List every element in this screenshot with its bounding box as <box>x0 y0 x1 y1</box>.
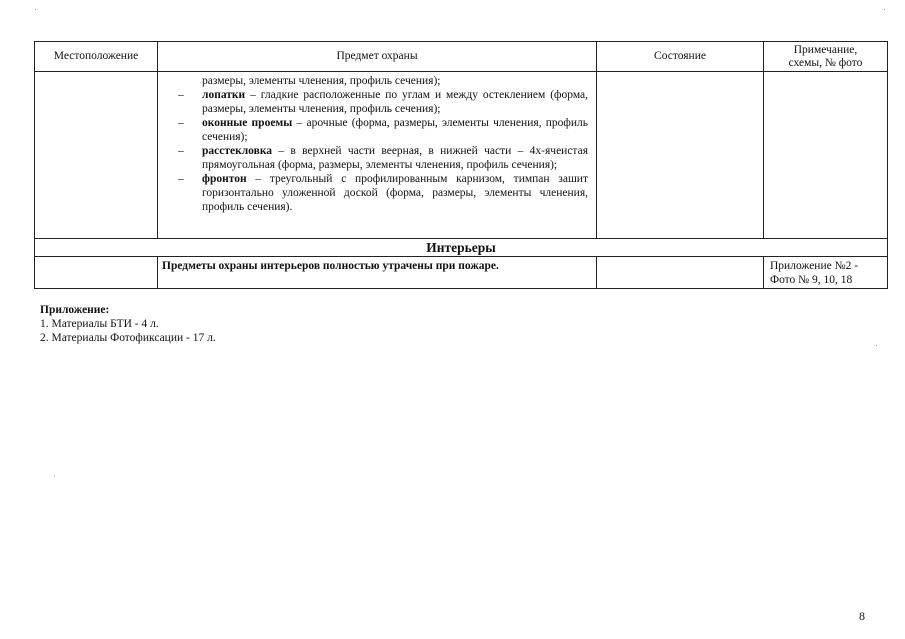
section-title: Интерьеры <box>35 239 888 257</box>
interior-note-cell <box>764 257 888 289</box>
header-note-line2: схемы, № фото <box>788 56 863 69</box>
location-cell <box>35 72 158 239</box>
header-state: Состояние <box>597 42 764 72</box>
item-description: – арочные (форма, размеры, элементы членения, профиль сечения); <box>202 117 588 143</box>
scan-speck <box>54 475 55 476</box>
interior-note-line2: Фото № 9, 10, 18 <box>770 274 853 286</box>
appendix-title: Приложение: <box>40 304 110 316</box>
dash-marker: – <box>178 89 184 101</box>
item-description: – гладкие расположенные по углам и между остеклением (форма, размеры, элементы членения, профиль сечения); <box>202 89 588 115</box>
header-location: Местоположение <box>35 42 158 72</box>
scan-speck <box>35 9 36 10</box>
interior-note-line1: Приложение №2 - <box>770 260 859 272</box>
note-cell <box>764 72 888 239</box>
scan-speck <box>884 9 885 10</box>
state-cell <box>597 257 764 289</box>
header-note <box>764 42 888 72</box>
item-description: – в верхней части веерная, в нижней части – 4х-ячеистая прямоугольная (форма, размеры, элементы членения, профиль сечения); <box>202 145 588 171</box>
appendix-block <box>40 303 216 345</box>
state-cell <box>597 72 764 239</box>
protection-subject-table <box>34 41 888 289</box>
header-note-line1: Примечание, <box>793 43 858 56</box>
location-cell <box>35 257 158 289</box>
list-item <box>164 116 588 144</box>
table-row <box>35 257 888 289</box>
dash-marker: – <box>178 145 184 157</box>
section-row-interiors <box>35 239 888 257</box>
item-term: оконные проемы <box>202 117 293 129</box>
header-subject: Предмет охраны <box>158 42 597 72</box>
item-description: – треугольный с профилированным карнизом, тимпан зашит горизонтально уложенной доской (форма, размеры, элементы членения, профиль сечения). <box>202 173 588 213</box>
interior-subject-cell: Предметы охраны интерьеров полностью утрачены при пожаре. <box>158 257 597 289</box>
page-number: 8 <box>859 609 865 623</box>
item-term: фронтон <box>202 173 247 185</box>
table-row <box>35 72 888 239</box>
item-term: расстекловка <box>202 145 273 157</box>
item-term: лопатки <box>202 89 246 101</box>
dash-marker: – <box>178 173 184 185</box>
table-header-row <box>35 42 888 72</box>
subject-cell <box>158 72 597 239</box>
list-item <box>164 88 588 116</box>
list-item <box>164 172 588 214</box>
appendix-item: 2. Материалы Фотофиксации - 17 л. <box>40 332 216 344</box>
list-item <box>164 144 588 172</box>
dash-marker: – <box>178 117 184 129</box>
scan-speck <box>876 345 877 346</box>
appendix-item: 1. Материалы БТИ - 4 л. <box>40 318 159 330</box>
continuation-text: размеры, элементы членения, профиль сечения); <box>202 75 441 87</box>
